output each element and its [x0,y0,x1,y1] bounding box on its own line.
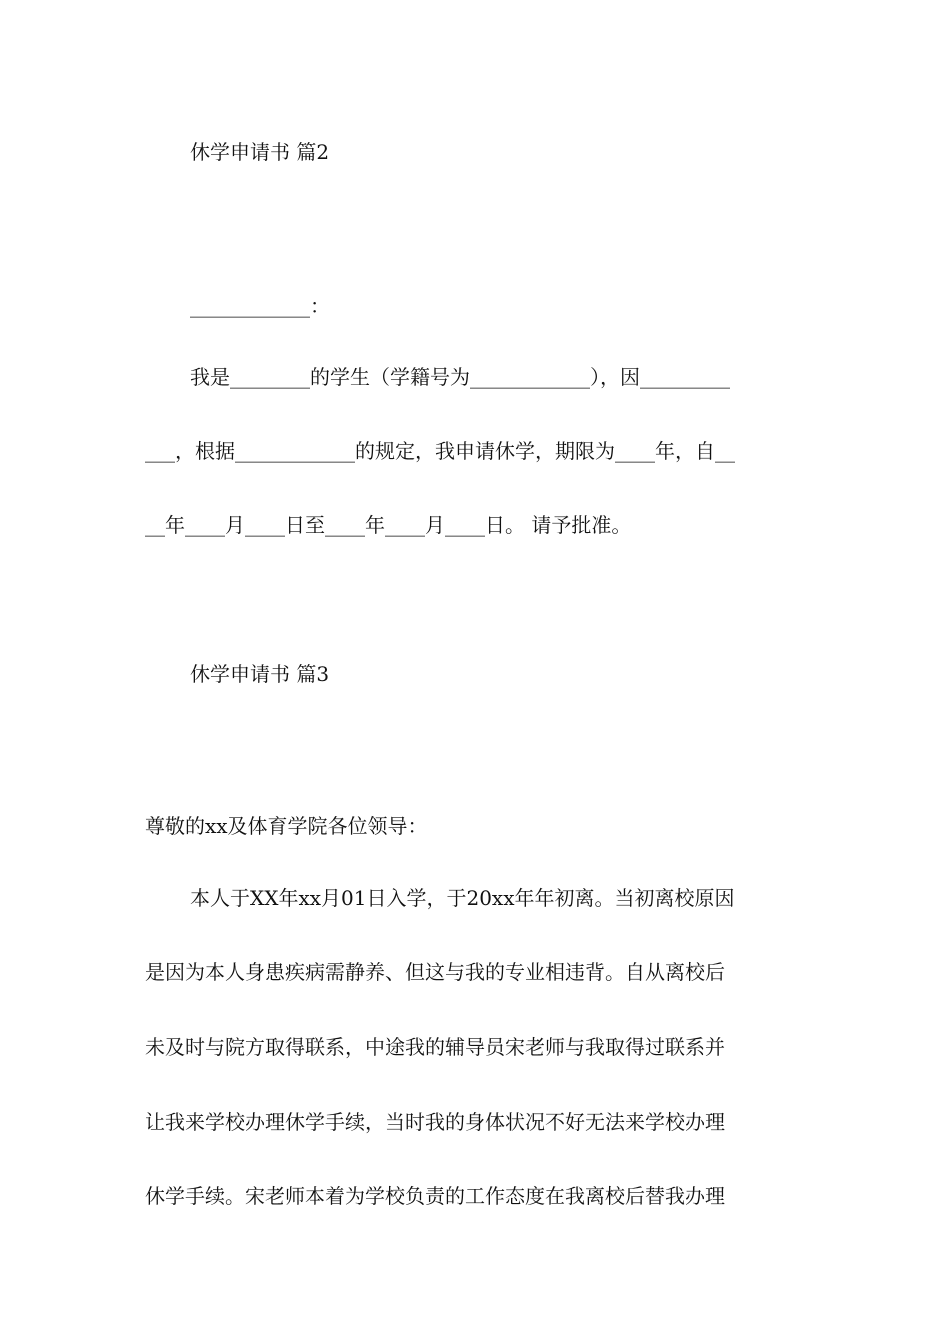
section3-body-line-3: 未及时与院方取得联系，中途我的辅导员宋老师与我取得过联系并 [145,1035,725,1059]
section3-body-line-1: 本人于XX年xx月01日入学，于20xx年年初离。当初离校原因 [190,886,735,910]
section2-body-line-2: ___，根据____________的规定，我申请休学，期限为____年，自__ [145,439,735,463]
section3-heading: 休学申请书 篇3 [190,662,330,686]
section2-body-line-1: 我是________的学生（学籍号为____________），因_________ [190,365,730,389]
section2-salutation: ____________： [190,294,330,318]
section3-body-line-4: 让我来学校办理休学手续，当时我的身体状况不好无法来学校办理 [145,1110,725,1134]
section3-salutation: 尊敬的xx及体育学院各位领导： [145,814,428,838]
section3-body-line-2: 是因为本人身患疾病需静养、但这与我的专业相违背。自从离校后 [145,960,725,984]
section2-heading: 休学申请书 篇2 [190,140,330,164]
section3-body-line-5: 休学手续。宋老师本着为学校负责的工作态度在我离校后替我办理 [145,1184,725,1208]
section2-body-line-3: __年____月____日至____年____月____日。 请予批准。 [145,513,632,537]
